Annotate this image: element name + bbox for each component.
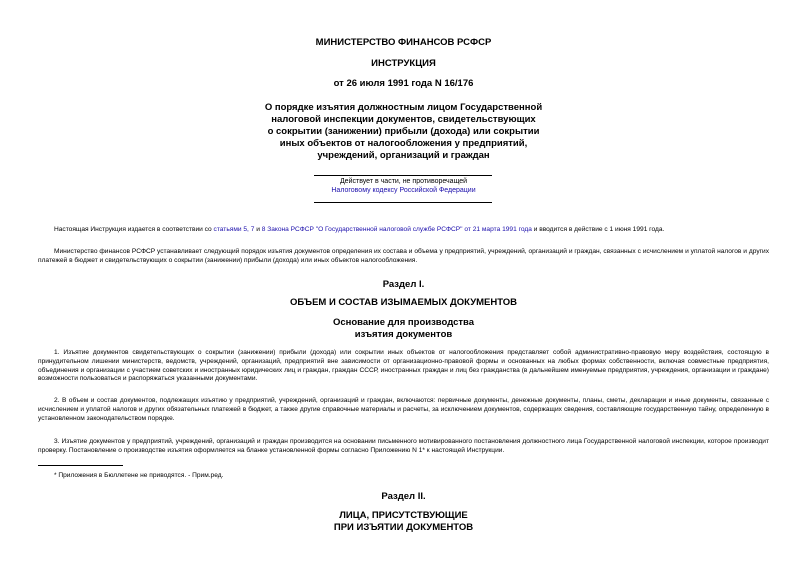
section-1-heading: ОБЪЕМ И СОСТАВ ИЗЫМАЕМЫХ ДОКУМЕНТОВ <box>289 297 518 308</box>
section-1-paragraph-2: 2. В объем и состав документов, подлежащих изъятию у предприятий, учреждений, организаций и граждан, включаются: первичные документы, денежные документы, планы, сметы, декларации и иные документы, связанные с исчислением и уплатой налогов и других обязательных платежей в бюджет, а также другие справочные материалы и расчеты, за исключением документов, содержащих сведения, составляющие государственную тайну, определенную в установленном законодательством порядке. <box>38 397 769 422</box>
intro-paragraph-1: Настоящая Инструкция издается в соответствии со статьями 5, 7 и 8 Закона РСФСР "О Государственной налоговой службе РСФСР" от 21 марта 1991 года и вводится в действие с 1 июня 1991 года. <box>54 226 665 233</box>
law-link[interactable]: 8 Закона РСФСР "О Государственной налоговой службе РСФСР" от 21 марта 1991 года <box>261 226 532 233</box>
document-type: ИНСТРУКЦИЯ <box>371 58 436 69</box>
ministry-name: МИНИСТЕРСТВО ФИНАНСОВ РСФСР <box>315 37 492 48</box>
title-line: налоговой инспекции документов, свидетельствующих <box>271 114 536 125</box>
status-note-top-rule <box>314 175 492 176</box>
status-note <box>0 177 807 195</box>
status-note-link[interactable]: Налоговому кодексу Российской Федерации <box>331 187 476 194</box>
footnote: * Приложения в Бюллетене не приводятся. - Прим.ред. <box>54 472 224 479</box>
section-1-subheading: Основание для производства изъятия документов <box>332 317 475 340</box>
title-line: о сокрытии (занижении) прибыли (дохода) или сокрытии <box>267 126 540 137</box>
title-line: иных объектов от налогообложения у предприятий, <box>279 138 528 149</box>
document-title <box>0 102 807 162</box>
intro-paragraph-2: Министерство финансов РСФСР устанавливает следующий порядок изъятия документов определения их состава и объема у предприятий, учреждений, организаций и граждан, связанных с исчислением и уплатой налогов и других платежей в бюджет и свидетельствующих о сокрытии (занижении) прибыли (дохода) или иных объектов налогообложения. <box>38 248 769 264</box>
section-1-paragraph-3: 3. Изъятие документов у предприятий, учреждений, организаций и граждан производится на основании письменного мотивированного постановления должностного лица Государственной налоговой инспекции, которое производит проверку. Постановление о производстве изъятия оформляется на бланке установленной формы согласно Приложению N 1* к настоящей Инструкции. <box>38 438 769 454</box>
title-line: учреждений, организаций и граждан <box>317 150 490 161</box>
section-2-heading: ЛИЦА, ПРИСУТСТВУЮЩИЕ ПРИ ИЗЪЯТИИ ДОКУМЕНТОВ <box>333 510 474 533</box>
law-articles-link[interactable]: статьями 5, 7 <box>213 226 255 233</box>
section-2-label: Раздел II. <box>381 491 426 502</box>
section-1-paragraph-1: 1. Изъятие документов свидетельствующих о сокрытии (занижении) прибыли (дохода) или сокрытии иных объектов от налогообложения представляет собой административно-правовую меру воздействия, состоящую в принудительном лишении министерств, ведомств, учреждений, организаций, предприятий вне зависимости от организационно-правовой формы и основанных на любых формах собственности, включая совместные предприятия, объединения и организации с участием советских и иностранных юридических лиц и граждан, граждан СССР, иностранных граждан и лиц без гражданства (в дальнейшем именуемые предприятия, учреждения, организации и граждане) возможности пользоваться и распоряжаться указанными документами. <box>38 349 769 383</box>
footnote-rule <box>38 465 123 466</box>
status-note-text: Действует в части, не противоречащей <box>339 178 468 185</box>
document-date-number: от 26 июля 1991 года N 16/176 <box>333 78 474 89</box>
status-note-bottom-rule <box>314 202 492 203</box>
section-1-label: Раздел I. <box>382 279 425 290</box>
title-line: О порядке изъятия должностным лицом Государственной <box>264 102 543 113</box>
